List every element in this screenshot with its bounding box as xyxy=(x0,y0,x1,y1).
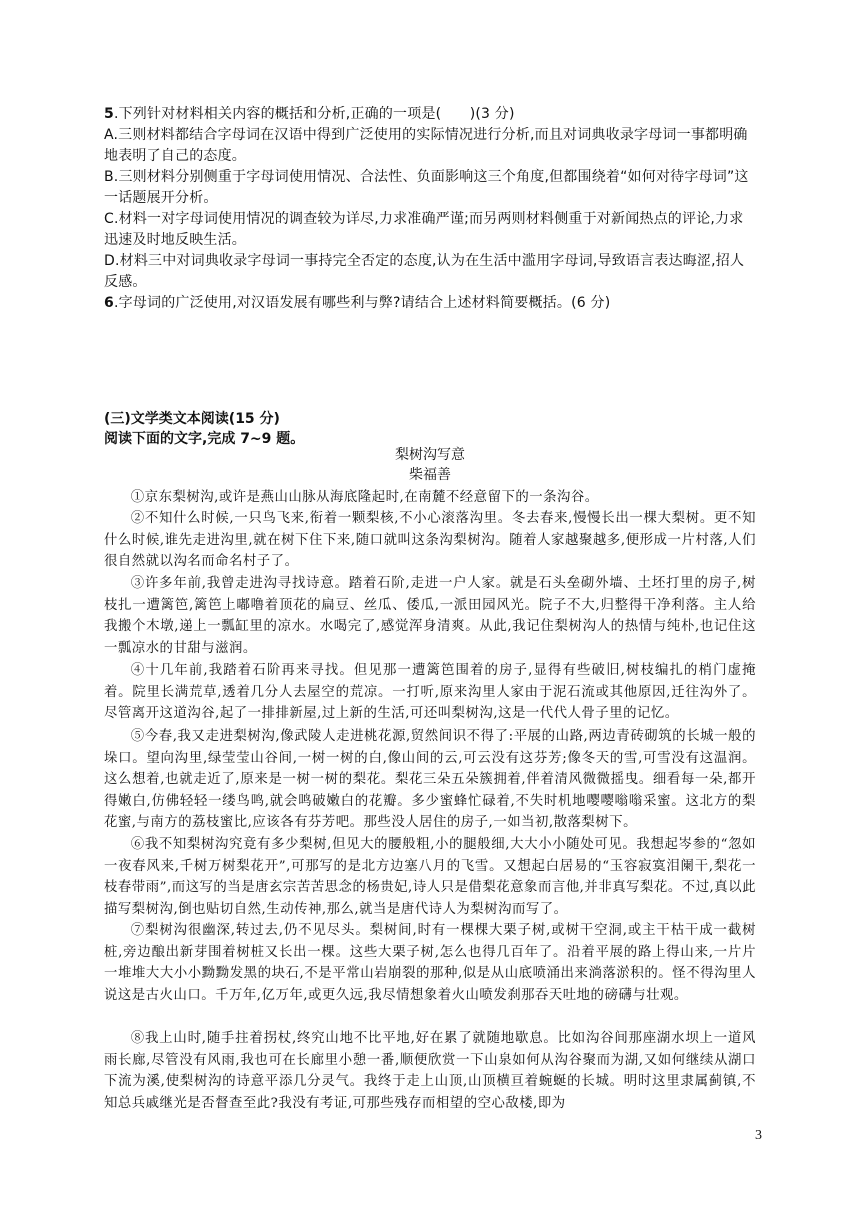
article-title: 梨树沟写意 xyxy=(395,447,465,463)
question-5-option-d: D.材料三中对词典收录字母词一事持完全否定的态度,认为在生活中滥用字母词,导致语言表达晦涩,招人反感。 xyxy=(104,253,745,290)
section-instruction: 阅读下面的文字,完成 7~9 题。 xyxy=(104,431,305,447)
article-paragraph-6: ⑥我不知梨树沟究竟有多少梨树,但见大的腰般粗,小的腿般细,大大小小随处可见。我想起岑参的“忽如一夜春风来,千树万树梨花开”,可那写的是北方边塞八月的飞雪。又想起白居易的“玉容寂寞泪阑干,梨花一枝春带雨”,而这写的当是唐玄宗苦苦思念的杨贵妃,诗人只是借梨花意象而言他,并非真写梨花。不过,真以此描写梨树沟,倒也贴切自然,生动传神,那么,就当是唐代诗人为梨树沟而写了。 xyxy=(104,837,756,917)
question-5-stem: 5.下列针对材料相关内容的概括和分析,正确的一项是( )(3 分) xyxy=(104,106,515,122)
article-paragraph-2: ②不知什么时候,一只鸟飞来,衔着一颗梨核,不小心滚落沟里。冬去春来,慢慢长出一棵大梨树。更不知什么时候,谁先走进沟里,就在树下住下来,随口就叫这条沟梨树沟。随着人家越聚越多,便形成一片村落,人们很自然就以沟名而命名村子了。 xyxy=(104,511,756,570)
question-5-number: 5 xyxy=(104,106,114,122)
article-paragraph-7: ⑦梨树沟很幽深,转过去,仍不见尽头。梨树间,时有一棵棵大栗子树,或树干空洞,或主干枯干成一截树桩,旁边酿出新芽围着树桩又长出一棵。这些大栗子树,怎么也得几百年了。沿着平展的路上得山来,一片片一堆堆大大小小黝黝发黑的块石,不是平常山岩崩裂的那种,似是从山底喷涌出来淌落淤积的。怪不得沟里人说这是古火山口。千万年,亿万年,或更久远,我尽情想象着火山喷发刹那吞天吐地的磅礴与壮观。 xyxy=(104,923,756,1003)
section-heading: (三)文学类文本阅读(15 分) xyxy=(104,411,280,427)
article-paragraph-4: ④十几年前,我踏着石阶再来寻找。但见那一遭篱笆围着的房子,显得有些破旧,树枝编扎的梢门虚掩着。院里长满荒草,透着几分人去屋空的荒凉。一打听,原来沟里人家由于泥石流或其他原因,迁往沟外了。尽管离开这道沟谷,起了一排排新屋,过上新的生活,可还叫梨树沟,这是一代代人骨子里的记忆。 xyxy=(104,663,756,722)
question-5-option-b: B.三则材料分别侧重于字母词使用情况、合法性、负面影响这三个角度,但都围绕着“如何对待字母词”这一话题展开分析。 xyxy=(104,169,749,206)
article-paragraph-5: ⑤今春,我又走进梨树沟,像武陵人走进桃花源,贸然间识不得了:平展的山路,两边青砖砌筑的长城一般的垛口。望向沟里,绿莹莹山谷间,一树一树的白,像山间的云,可云没有这芬芳;像冬天的雪,可雪没有这温润。这么想着,也就走近了,原来是一树一树的梨花。梨花三朵五朵簇拥着,伴着清风微微摇曳。细看每一朵,都开得嫩白,仿佛轻轻一缕鸟鸣,就会鸣破嫩白的花瓣。多少蜜蜂忙碌着,不失时机地嘤嘤嗡嗡采蜜。这北方的梨花蜜,与南方的荔枝蜜比,应该各有芬芳吧。那些没人居住的房子,一如当初,散落梨树下。 xyxy=(104,729,756,831)
question-6-stem: 6.字母词的广泛使用,对汉语发展有哪些利与弊?请结合上述材料简要概括。(6 分) xyxy=(104,295,611,311)
question-5 xyxy=(104,104,756,314)
question-5-option-c: C.材料一对字母词使用情况的调查较为详尽,力求准确严谨;而另两则材料侧重于对新闻热点的评论,力求迅速及时地反映生活。 xyxy=(104,211,744,248)
article-paragraph-3: ③许多年前,我曾走进沟寻找诗意。踏着石阶,走进一户人家。就是石头垒砌外墙、土坯打里的房子,树枝扎一遭篱笆,篱笆上嘟噜着顶花的扁豆、丝瓜、倭瓜,一派田园风光。院子不大,归整得干净利落。主人给我搬个木墩,递上一瓢缸里的凉水。水喝完了,感觉浑身清爽。从此,我记住梨树沟人的热情与纯朴,也记住这一瓢凉水的甘甜与滋润。 xyxy=(104,576,756,656)
page-number: 3 xyxy=(755,1128,762,1143)
article-author: 柴福善 xyxy=(409,467,451,483)
article-paragraph-1: ①京东梨树沟,或许是燕山山脉从海底隆起时,在南麓不经意留下的一条沟谷。 xyxy=(130,490,599,505)
question-5-option-a: A.三则材料都结合字母词在汉语中得到广泛使用的实际情况进行分析,而且对词典收录字母词一事都明确地表明了自己的态度。 xyxy=(104,127,748,164)
question-6-number: 6 xyxy=(104,295,114,311)
article-paragraph-8: ⑧我上山时,随手拄着拐杖,终究山地不比平地,好在累了就随地歇息。比如沟谷间那座湖水坝上一道风雨长廊,尽管没有风雨,我也可在长廊里小憩一番,顺便欣赏一下山泉如何从沟谷聚而为湖,又如何继续从湖口下流为溪,使梨树沟的诗意平添几分灵气。我终于走上山顶,山顶横亘着蜿蜒的长城。明时这里隶属蓟镇,不知总兵戚继光是否督查至此?我没有考证,可那些残存而相望的空心敌楼,即为 xyxy=(104,1031,756,1111)
